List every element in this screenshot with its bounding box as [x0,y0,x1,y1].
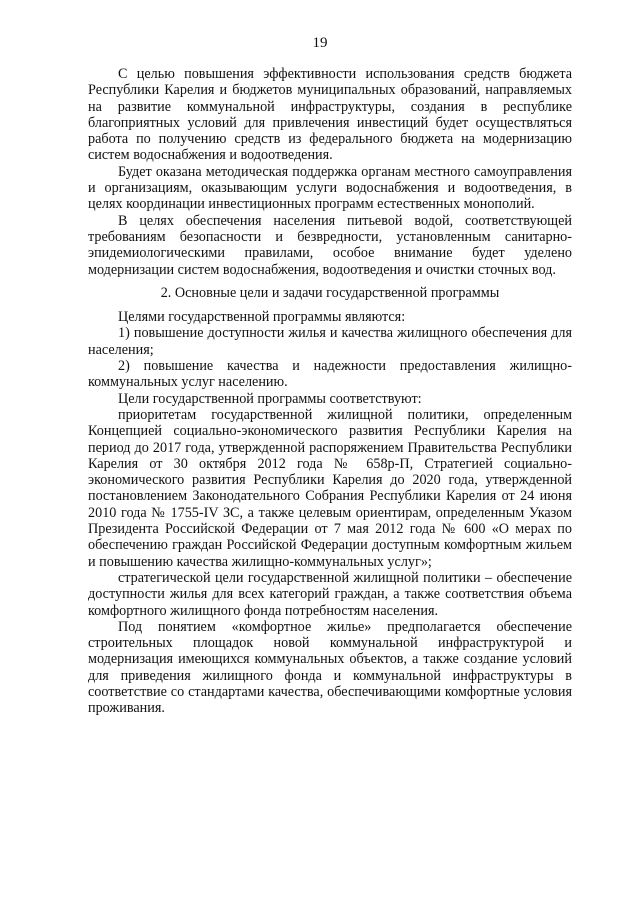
paragraph-drinking-water: В целях обеспечения населения питьевой водой, соответствующей требованиям безопасности и безвредности, установленным санитарно-эпидемиологическими правилами, особое внимание будет уделено модернизации систем водоснабжения, водоотведения и очистки сточных вод. [88,212,572,278]
paragraph-goal-1: 1) повышение доступности жилья и качества жилищного обеспечения для населения; [88,325,572,358]
paragraph-goal-2: 2) повышение качества и надежности предоставления жилищно-коммунальных услуг населению. [88,358,572,391]
section-heading: 2. Основные цели и задачи государственной программы [160,284,500,301]
document-body [88,66,572,717]
paragraph-strategic-goal: стратегической цели государственной жилищной политики – обеспечение доступности жилья для всех категорий граждан, а также соответствия объема комфортного жилищного фонда потребностям населения. [88,569,572,619]
paragraph-methodical-support: Будет оказана методическая поддержка органам местного самоуправления и организациям, оказывающим услуги водоснабжения и водоотведения, в целях координации инвестиционных программ естественных монополий. [88,163,572,213]
paragraph-goals-correspond: Цели государственной программы соответствуют: [118,390,422,407]
page-number: 19 [312,35,328,51]
paragraph-housing-policy-priorities: приоритетам государственной жилищной политики, определенным Концепцией социально-экономического развития Республики Карелия на период до 2017 года, утвержденной распоряжением Правительства Республики Карелия от 30 октября 2012 года № 658р-П, Стратегией социально-экономического развития Республики Карелия до 2020 года, утвержденной постановлением Законодательного Собрания Республики Карелия от 24 июня 2010 года № 1755-IV ЗС, а также целевым ориентирам, определенным Указом Президента Российской Федерации от 7 мая 2012 года № 600 «О мерах по обеспечению граждан Российской Федерации доступным комфортным жильем и повышению качества жилищно-коммунальных услуг»; [88,406,572,570]
paragraph-comfortable-housing: Под понятием «комфортное жилье» предполагается обеспечение строительных площадок новой коммунальной инфраструктурой и модернизация имеющихся коммунальных объектов, а также создание условий для приведения жилищного фонда и коммунальной инфраструктуры в соответствие со стандартами качества, обеспечивающими комфортные условия проживания. [88,618,572,717]
paragraph-budget-funds: С целью повышения эффективности использования средств бюджета Республики Карелия и бюджетов муниципальных образований, направляемых на развитие коммунальной инфраструктуры, создания в республике благоприятных условий для привлечения инвестиций будет осуществляться работа по получению средств из федерального бюджета на модернизацию систем водоснабжения и водоотведения. [88,66,572,164]
paragraph-goals-intro: Целями государственной программы являются: [118,309,406,326]
